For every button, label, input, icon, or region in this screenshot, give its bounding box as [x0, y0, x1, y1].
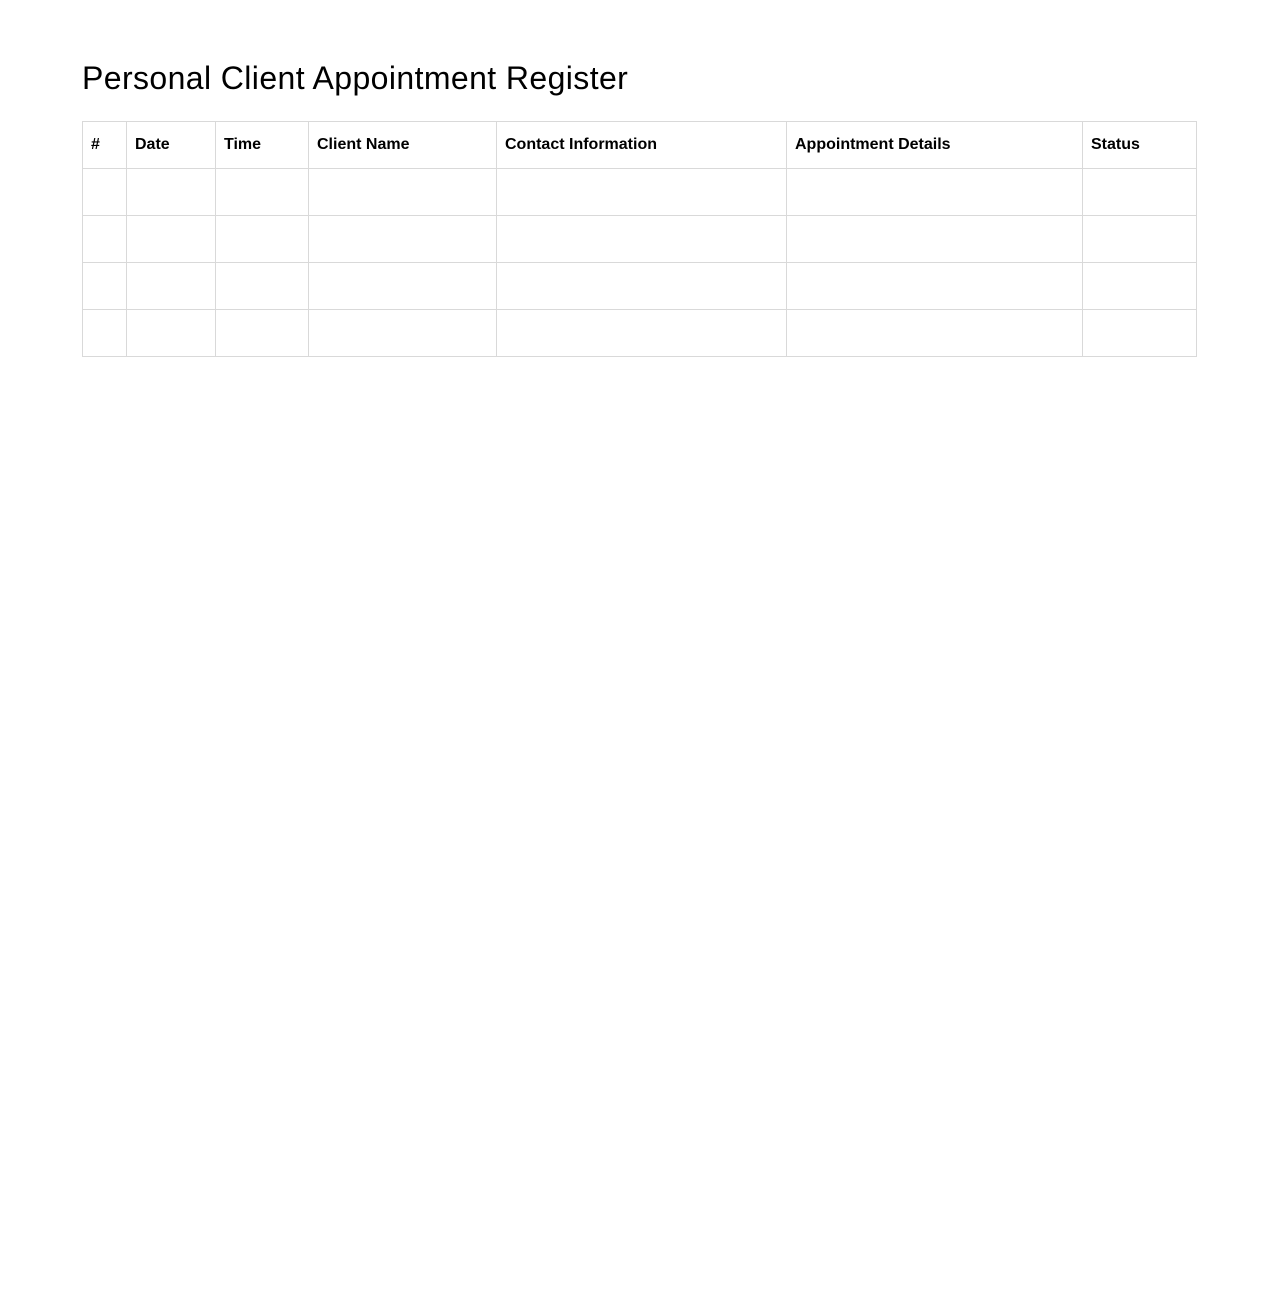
cell-date	[127, 216, 216, 263]
table-row	[83, 169, 1197, 216]
cell-status	[1083, 216, 1197, 263]
page-title: Personal Client Appointment Register	[82, 60, 629, 96]
cell-date	[127, 169, 216, 216]
table-row	[83, 263, 1197, 310]
cell-time	[216, 169, 309, 216]
cell-client-name	[309, 310, 497, 357]
cell-time	[216, 216, 309, 263]
appointment-table	[82, 121, 1197, 357]
cell-appointment-details	[787, 263, 1083, 310]
table-row	[83, 310, 1197, 357]
cell-number	[83, 263, 127, 310]
cell-client-name	[309, 216, 497, 263]
column-header-contact-information: Contact Information	[497, 122, 787, 169]
cell-status	[1083, 310, 1197, 357]
cell-time	[216, 310, 309, 357]
cell-date	[127, 310, 216, 357]
cell-client-name	[309, 169, 497, 216]
cell-client-name	[309, 263, 497, 310]
cell-contact-information	[497, 310, 787, 357]
table-header	[83, 122, 1197, 169]
column-header-status: Status	[1083, 122, 1197, 169]
column-header-client-name: Client Name	[309, 122, 497, 169]
cell-date	[127, 263, 216, 310]
cell-status	[1083, 263, 1197, 310]
column-header-date: Date	[127, 122, 216, 169]
cell-appointment-details	[787, 310, 1083, 357]
column-header-number: #	[83, 122, 127, 169]
header-row	[83, 122, 1197, 169]
table-row	[83, 216, 1197, 263]
cell-number	[83, 216, 127, 263]
table-body	[83, 169, 1197, 357]
cell-contact-information	[497, 216, 787, 263]
cell-appointment-details	[787, 216, 1083, 263]
cell-number	[83, 169, 127, 216]
cell-number	[83, 310, 127, 357]
cell-contact-information	[497, 169, 787, 216]
column-header-time: Time	[216, 122, 309, 169]
cell-time	[216, 263, 309, 310]
cell-appointment-details	[787, 169, 1083, 216]
cell-contact-information	[497, 263, 787, 310]
column-header-appointment-details: Appointment Details	[787, 122, 1083, 169]
cell-status	[1083, 169, 1197, 216]
